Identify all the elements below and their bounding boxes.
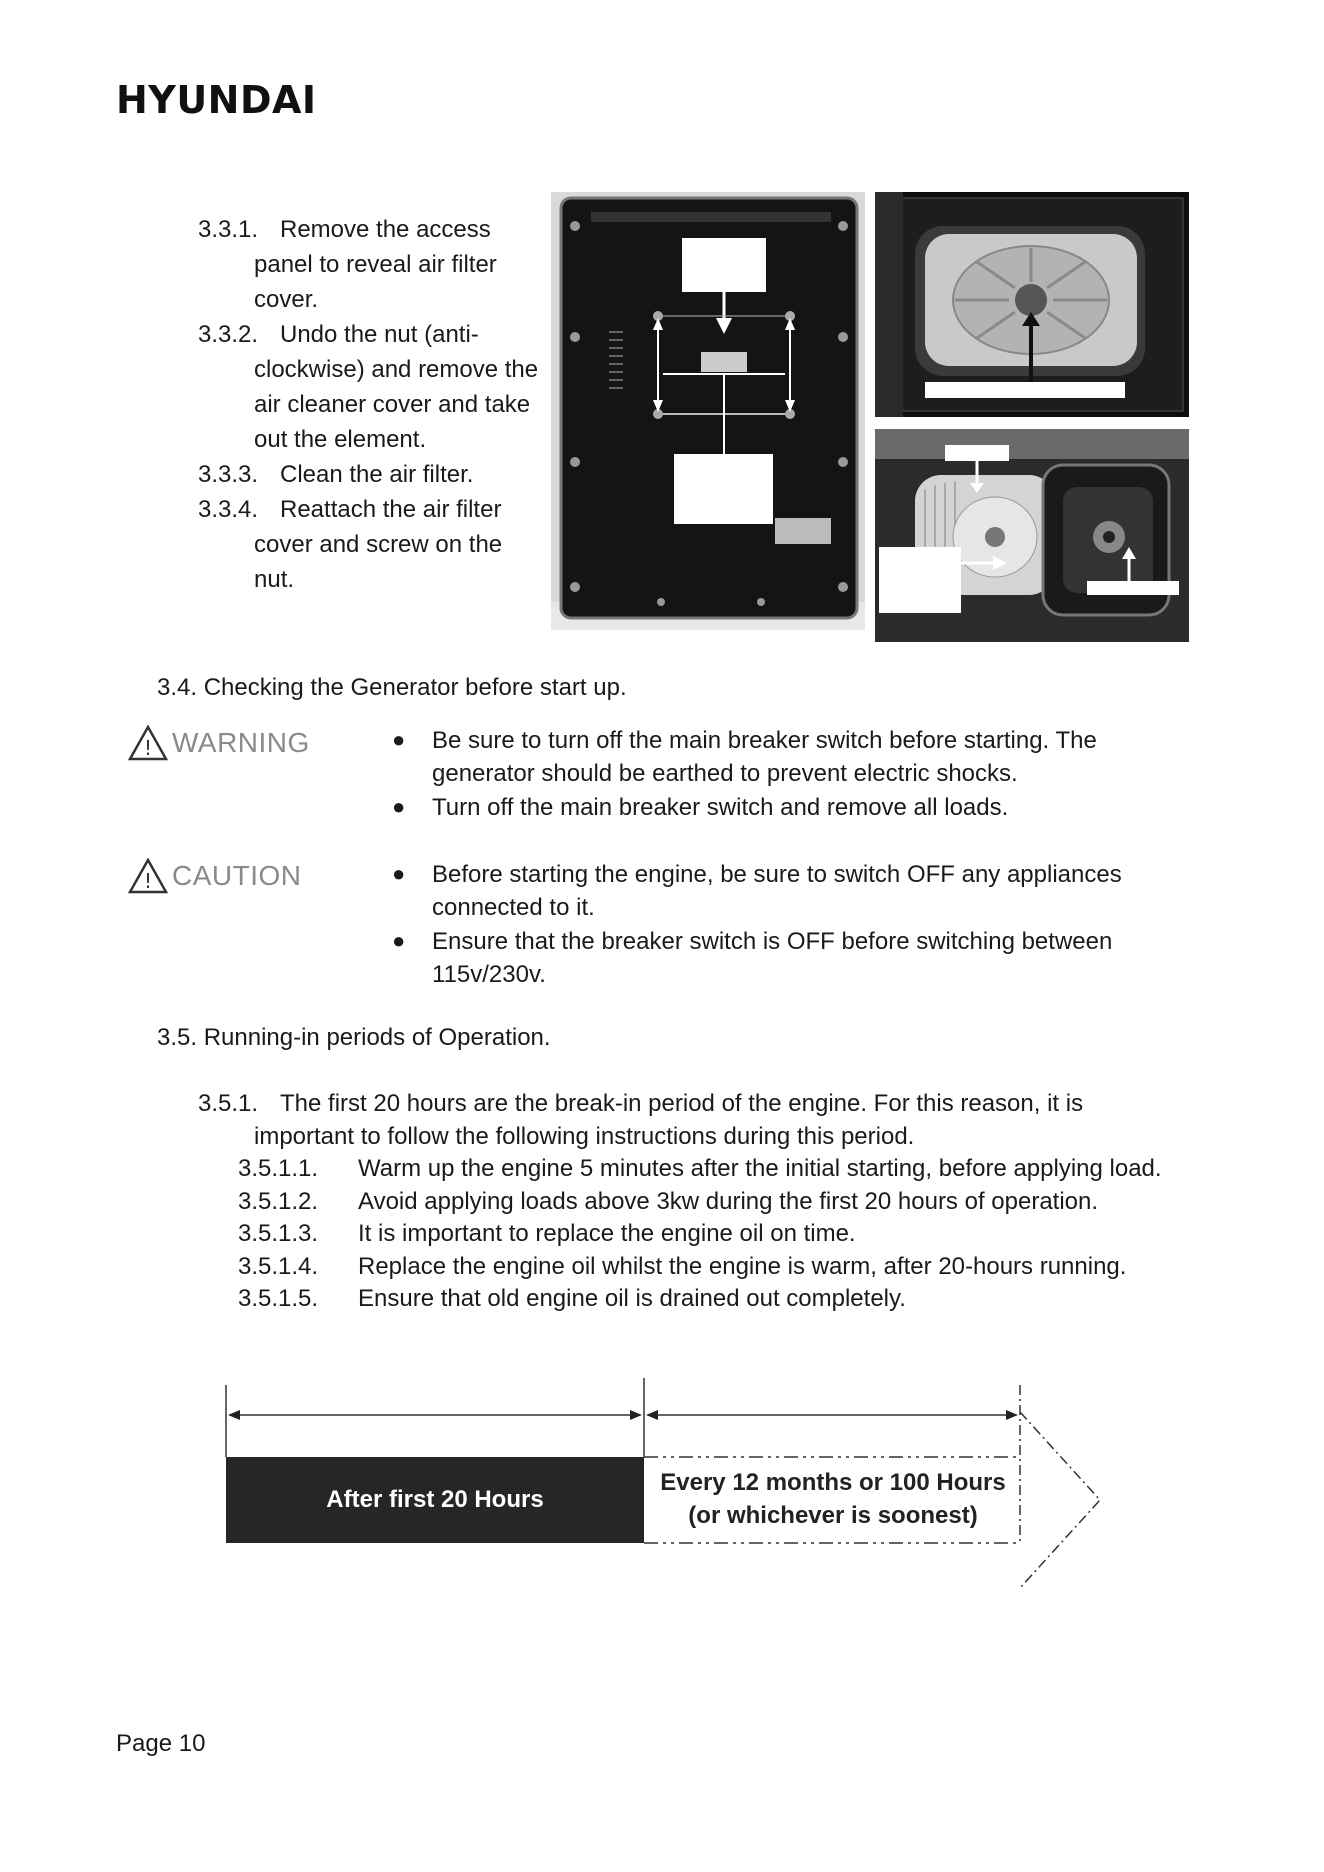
item-number: 3.5.1.3. bbox=[238, 1220, 319, 1247]
bullet-line: generator should be earthed to prevent electric shocks. bbox=[432, 760, 1018, 787]
caution-label bbox=[128, 858, 302, 894]
first-20-hours-bar: After first 20 Hours bbox=[226, 1457, 644, 1543]
step-number: 3.3.1. bbox=[198, 216, 259, 243]
step-3-3-4-cont bbox=[254, 527, 502, 597]
bullet-dot: ● bbox=[392, 794, 406, 819]
step-3-3-1-cont bbox=[254, 247, 497, 317]
item-text: Ensure that old engine oil is drained out completely. bbox=[358, 1285, 906, 1312]
access-panel-illustration bbox=[551, 192, 865, 630]
caution-bullet-2-text bbox=[432, 925, 1112, 991]
step-line: panel to reveal air filter bbox=[254, 251, 497, 278]
section-3-5-heading: 3.5. Running-in periods of Operation. bbox=[157, 1024, 551, 1051]
step-3-3-3 bbox=[198, 457, 258, 492]
bullet-dot: ● bbox=[392, 861, 406, 886]
step-line: air cleaner cover and take bbox=[254, 391, 531, 418]
bullet-dot: ● bbox=[392, 928, 406, 953]
item-text: Replace the engine oil whilst the engine is warm, after 20-hours running. bbox=[358, 1252, 1127, 1280]
step-3-3-4-text bbox=[280, 492, 501, 527]
bullet-line: 115v/230v. bbox=[432, 961, 546, 988]
svg-text:!: ! bbox=[143, 736, 153, 760]
filter-element-illustration bbox=[875, 429, 1189, 642]
step-3-3-2 bbox=[198, 317, 258, 352]
bullet-line: connected to it. bbox=[432, 894, 595, 921]
step-line: cover. bbox=[254, 286, 319, 313]
section-3-4-heading: 3.4. Checking the Generator before start up. bbox=[157, 674, 627, 701]
periodic-line-1: Every 12 months or 100 Hours bbox=[660, 1469, 1006, 1496]
step-3-5-1-text: The first 20 hours are the break-in period of the engine. For this reason, it is bbox=[280, 1090, 1084, 1117]
step-3-5-1-number: 3.5.1. bbox=[198, 1090, 259, 1117]
step-line: cover and screw on the bbox=[254, 531, 503, 558]
warning-bullet-2-text: Turn off the main breaker switch and remove all loads. bbox=[432, 794, 1009, 821]
step-3-3-2-cont bbox=[254, 352, 538, 457]
access-panel-photo bbox=[551, 192, 865, 630]
svg-text:!: ! bbox=[143, 869, 153, 893]
bullet-dot: ● bbox=[392, 727, 406, 752]
warning-text: WARNING bbox=[172, 727, 310, 758]
periodic-service-label bbox=[646, 1466, 1020, 1532]
step-line: clockwise) and remove the bbox=[254, 356, 539, 383]
item-text: Avoid applying loads above 3kw during the first 20 hours of operation. bbox=[358, 1187, 1099, 1215]
step-number: 3.3.2. bbox=[198, 321, 259, 348]
step-3-3-3-text bbox=[280, 457, 473, 492]
item-number: 3.5.1.5. bbox=[238, 1285, 319, 1312]
step-line: Clean the air filter. bbox=[280, 461, 474, 488]
step-number: 3.3.3. bbox=[198, 461, 259, 488]
step-3-3-1 bbox=[198, 212, 258, 247]
item-number: 3.5.1.1. bbox=[238, 1155, 319, 1182]
air-filter-cover-photo bbox=[875, 192, 1189, 417]
caution-triangle-icon bbox=[128, 858, 168, 894]
step-3-3-1-text bbox=[280, 212, 491, 247]
step-line: nut. bbox=[254, 566, 295, 593]
periodic-line-2: (or whichever is soonest) bbox=[688, 1502, 978, 1529]
step-3-3-2-text bbox=[280, 317, 479, 352]
caution-text: CAUTION bbox=[172, 860, 302, 891]
step-3-3-4 bbox=[198, 492, 258, 527]
filter-element-photo bbox=[875, 429, 1189, 642]
bullet-line: Ensure that the breaker switch is OFF before switching between bbox=[432, 928, 1113, 955]
item-number: 3.5.1.2. bbox=[238, 1187, 319, 1215]
step-line: out the element. bbox=[254, 426, 427, 453]
page-number: Page 10 bbox=[116, 1730, 206, 1757]
step-line: Remove the access bbox=[280, 216, 491, 243]
brand-logo: HYUNDAI bbox=[116, 78, 317, 122]
warning-label bbox=[128, 725, 310, 761]
step-line: Reattach the air filter bbox=[280, 496, 502, 523]
warning-triangle-icon bbox=[128, 725, 168, 761]
bullet-line: Be sure to turn off the main breaker switch before starting. The bbox=[432, 727, 1097, 754]
item-number: 3.5.1.4. bbox=[238, 1252, 319, 1280]
bullet-line: Before starting the engine, be sure to switch OFF any appliances bbox=[432, 861, 1122, 888]
item-text: Warm up the engine 5 minutes after the initial starting, before applying load. bbox=[358, 1155, 1162, 1182]
item-text: It is important to replace the engine oil on time. bbox=[358, 1220, 856, 1247]
air-filter-cover-illustration bbox=[875, 192, 1189, 417]
caution-bullet-1-text bbox=[432, 858, 1122, 924]
step-3-5-1-text-cont: important to follow the following instructions during this period. bbox=[254, 1123, 915, 1150]
warning-bullet-1-text bbox=[432, 724, 1097, 790]
step-number: 3.3.4. bbox=[198, 496, 259, 523]
step-line: Undo the nut (anti- bbox=[280, 321, 479, 348]
